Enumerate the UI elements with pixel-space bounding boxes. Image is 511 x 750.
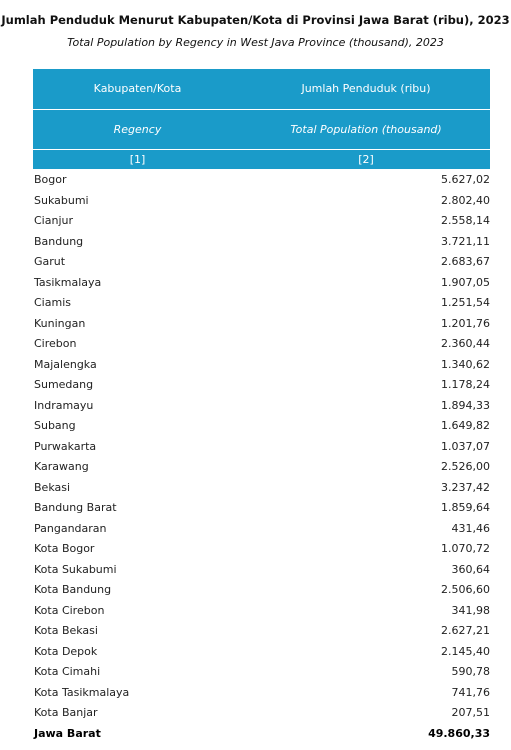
population-value: 2.360,44	[441, 337, 490, 350]
regency-name: Bandung Barat	[34, 501, 117, 514]
regency-name: Kota Banjar	[34, 706, 98, 719]
regency-name: Majalengka	[34, 357, 97, 371]
table-row	[33, 273, 490, 294]
table-row	[33, 396, 490, 417]
header-row-index	[33, 150, 490, 169]
population-value: 741,76	[451, 685, 490, 699]
table-row	[33, 642, 490, 663]
regency-name: Kota Cimahi	[34, 665, 101, 678]
population-value: 1.070,72	[441, 542, 490, 555]
regency-name: Karawang	[34, 460, 89, 473]
table-row	[33, 252, 490, 273]
population-value: 1.859,64	[441, 501, 490, 514]
table-row	[33, 560, 490, 581]
regency-name: Pangandaran	[34, 521, 107, 535]
regency-name: Ciamis	[34, 296, 71, 309]
table-row	[33, 478, 490, 499]
table-row	[33, 457, 490, 478]
population-value: 2.526,00	[441, 460, 490, 473]
table-row	[33, 498, 490, 519]
regency-name: Bogor	[34, 173, 67, 186]
regency-name: Tasikmalaya	[34, 275, 102, 289]
population-value: 2.627,21	[441, 624, 490, 637]
table-row	[33, 355, 490, 376]
population-value: 1.201,76	[441, 316, 490, 330]
table-row	[33, 601, 490, 622]
header-regency-id: Kabupaten/Kota	[93, 82, 182, 95]
total-name: Jawa Barat	[34, 726, 101, 740]
table-row	[33, 539, 490, 560]
regency-name: Kota Bandung	[34, 583, 112, 596]
table-row	[33, 703, 490, 724]
table-row	[33, 314, 490, 335]
regency-name: Kota Cirebon	[34, 603, 105, 617]
regency-name: Kota Bogor	[34, 542, 95, 555]
table-row	[33, 580, 490, 601]
regency-name: Kuningan	[34, 316, 86, 330]
table-row	[33, 232, 490, 253]
population-value: 1.340,62	[441, 357, 490, 371]
population-value: 3.721,11	[441, 234, 490, 248]
table-row	[33, 375, 490, 396]
regency-name: Kota Sukabumi	[34, 562, 117, 576]
table-row	[33, 191, 490, 212]
regency-name: Purwakarta	[34, 439, 97, 453]
table-row	[33, 416, 490, 437]
regency-name: Kota Tasikmalaya	[34, 685, 130, 699]
population-value: 5.627,02	[441, 173, 490, 186]
regency-name: Bandung	[34, 234, 84, 248]
population-value: 2.506,60	[441, 583, 490, 596]
regency-name: Cirebon	[34, 337, 77, 350]
table-row	[33, 621, 490, 642]
regency-name: Sukabumi	[34, 193, 89, 207]
table-row	[33, 293, 490, 314]
population-value: 431,46	[451, 521, 490, 535]
table-subtitle: Total Population by Regency in West Java Province (thousand), 2023	[67, 36, 444, 49]
population-value: 1.037,07	[441, 439, 490, 453]
population-value: 1.894,33	[441, 398, 490, 412]
header-population-id: Jumlah Penduduk (ribu)	[301, 82, 431, 95]
table-row	[33, 211, 490, 232]
table-row	[33, 170, 490, 191]
population-value: 3.237,42	[441, 480, 490, 494]
population-value: 1.649,82	[441, 419, 490, 432]
table-title: Jumlah Penduduk Menurut Kabupaten/Kota di Provinsi Jawa Barat (ribu), 2023	[1, 13, 510, 27]
population-table	[33, 69, 490, 744]
regency-name: Indramayu	[34, 398, 94, 412]
regency-name: Sumedang	[34, 378, 94, 391]
table-row	[33, 519, 490, 540]
regency-name: Subang	[34, 419, 76, 432]
header-row-indonesian	[33, 69, 490, 110]
table-row	[33, 662, 490, 683]
population-value: 360,64	[451, 562, 490, 576]
table-row	[33, 334, 490, 355]
population-value: 1.178,24	[441, 378, 490, 391]
population-value: 341,98	[451, 603, 490, 617]
population-value: 207,51	[451, 706, 490, 719]
population-value: 2.683,67	[441, 255, 490, 268]
population-value: 590,78	[451, 665, 490, 678]
total-value: 49.860,33	[428, 726, 490, 740]
header-row-english	[33, 110, 490, 150]
table-row	[33, 683, 490, 704]
population-value: 2.558,14	[441, 214, 490, 227]
header-index-2: [2]	[358, 153, 374, 166]
table-row-total	[33, 724, 490, 745]
table-row	[33, 437, 490, 458]
header-regency-en: Regency	[113, 123, 162, 136]
population-value: 2.145,40	[441, 644, 490, 658]
header-population-en: Total Population (thousand)	[290, 123, 442, 136]
regency-name: Garut	[34, 255, 66, 268]
population-value: 1.907,05	[441, 275, 490, 289]
regency-name: Cianjur	[34, 214, 73, 227]
population-value: 1.251,54	[441, 296, 490, 309]
table-body	[33, 170, 490, 724]
population-value: 2.802,40	[441, 193, 490, 207]
header-index-1: [1]	[129, 153, 146, 166]
regency-name: Kota Bekasi	[34, 624, 98, 637]
regency-name: Bekasi	[34, 480, 71, 494]
regency-name: Kota Depok	[34, 644, 98, 658]
